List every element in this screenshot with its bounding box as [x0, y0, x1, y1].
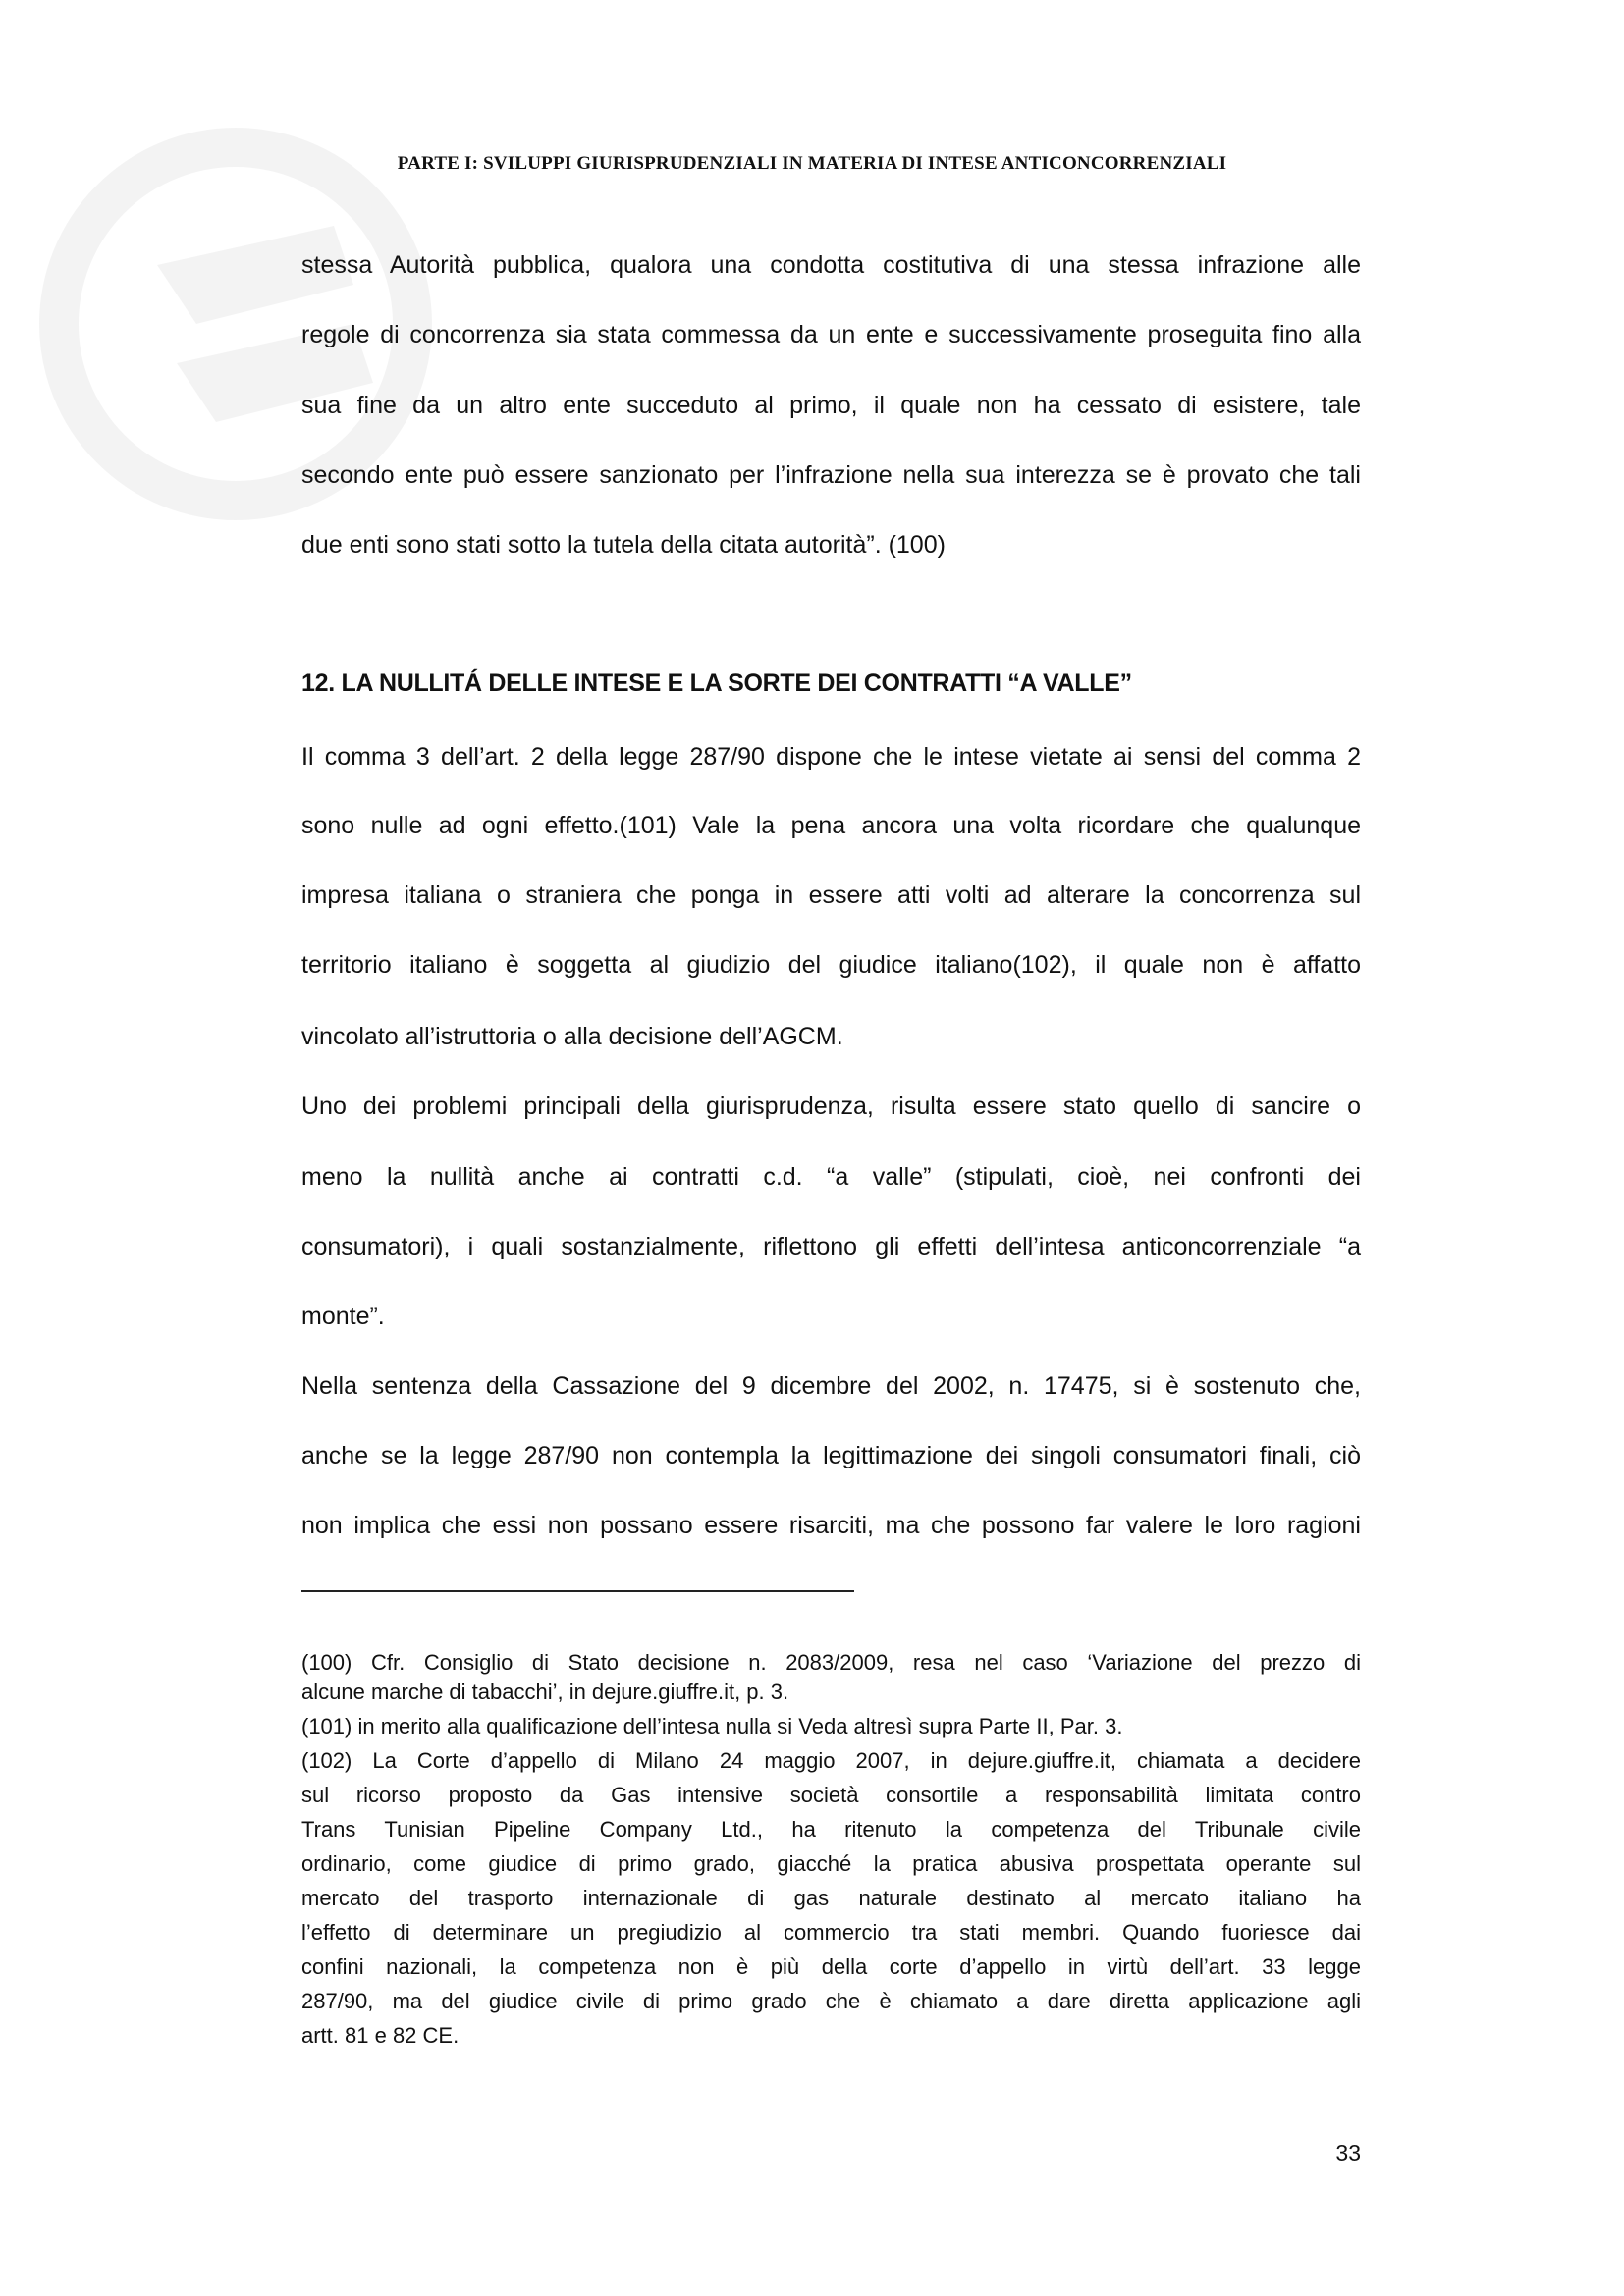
footnote-line: (100) Cfr. Consiglio di Stato decisione n. 2083/2009, resa nel caso ‘Variazione del prezzo di [301, 1650, 1361, 1675]
section-line: consumatori), i quali sostanzialmente, riflettono gli effetti dell’intesa anticoncorrenziale “a [301, 1233, 1361, 1260]
section-line: Nella sentenza della Cassazione del 9 dicembre del 2002, n. 17475, si è sostenuto che, [301, 1372, 1361, 1400]
section-heading: 12. LA NULLITÁ DELLE INTESE E LA SORTE DEI CONTRATTI “A VALLE” [301, 669, 1132, 697]
footnote-line: 287/90, ma del giudice civile di primo grado che è chiamato a dare diretta applicazione agli [301, 1989, 1361, 2013]
section-line: anche se la legge 287/90 non contempla la legittimazione dei singoli consumatori finali, ciò [301, 1442, 1361, 1469]
footnote-line: ordinario, come giudice di primo grado, giacché la pratica abusiva prospettata operante sul [301, 1851, 1361, 1876]
section-line: Uno dei problemi principali della giurisprudenza, risulta essere stato quello di sancire o [301, 1093, 1361, 1120]
footnote-line: confini nazionali, la competenza non è più della corte d’appello in virtù dell’art. 33 legge [301, 1954, 1361, 1979]
section-line: territorio italiano è soggetta al giudizio del giudice italiano(102), il quale non è affatto [301, 951, 1361, 979]
running-header: PARTE I: SVILUPPI GIURISPRUDENZIALI IN MATERIA DI INTESE ANTICONCORRENZIALI [397, 153, 1227, 174]
footnote-line: l’effetto di determinare un pregiudizio al commercio tra stati membri. Quando fuoriesce dai [301, 1920, 1361, 1945]
footnote-line: artt. 81 e 82 CE. [301, 2023, 460, 2048]
section-line: non implica che essi non possano essere risarciti, ma che possono far valere le loro ragioni [301, 1512, 1361, 1539]
footnote-line: (102) La Corte d’appello di Milano 24 maggio 2007, in dejure.giuffre.it, chiamata a decidere [301, 1748, 1361, 1773]
body-line: stessa Autorità pubblica, qualora una condotta costitutiva di una stessa infrazione alle [301, 251, 1361, 279]
footnote-line: sul ricorso proposto da Gas intensive società consortile a responsabilità limitata contro [301, 1783, 1361, 1807]
section-line: sono nulle ad ogni effetto.(101) Vale la pena ancora una volta ricordare che qualunque [301, 812, 1361, 839]
section-line: impresa italiana o straniera che ponga in essere atti volti ad alterare la concorrenza sul [301, 881, 1361, 909]
body-line: sua fine da un altro ente succeduto al primo, il quale non ha cessato di esistere, tale [301, 392, 1361, 419]
footnote-line: (101) in merito alla qualificazione dell’intesa nulla si Veda altresì supra Parte II, Par. 3. [301, 1714, 1123, 1738]
page-number: 33 [1335, 2140, 1361, 2165]
section-line: monte”. [301, 1303, 385, 1330]
section-line: meno la nullità anche ai contratti c.d. “a valle” (stipulati, cioè, nei confronti dei [301, 1163, 1361, 1191]
body-line: secondo ente può essere sanzionato per l’infrazione nella sua interezza se è provato che tali [301, 461, 1361, 489]
footnote-line: Trans Tunisian Pipeline Company Ltd., ha ritenuto la competenza del Tribunale civile [301, 1817, 1361, 1842]
section-line: vincolato all’istruttoria o alla decisione dell’AGCM. [301, 1023, 843, 1050]
footnote-line: mercato del trasporto internazionale di gas naturale destinato al mercato italiano ha [301, 1886, 1361, 1910]
body-line: due enti sono stati sotto la tutela della citata autorità”. (100) [301, 531, 946, 559]
section-line: Il comma 3 dell’art. 2 della legge 287/90 dispone che le intese vietate ai sensi del comma 2 [301, 743, 1361, 771]
footnote-line: alcune marche di tabacchi’, in dejure.giuffre.it, p. 3. [301, 1680, 789, 1704]
footnote-separator [301, 1590, 854, 1592]
body-line: regole di concorrenza sia stata commessa da un ente e successivamente proseguita fino alla [301, 321, 1361, 348]
